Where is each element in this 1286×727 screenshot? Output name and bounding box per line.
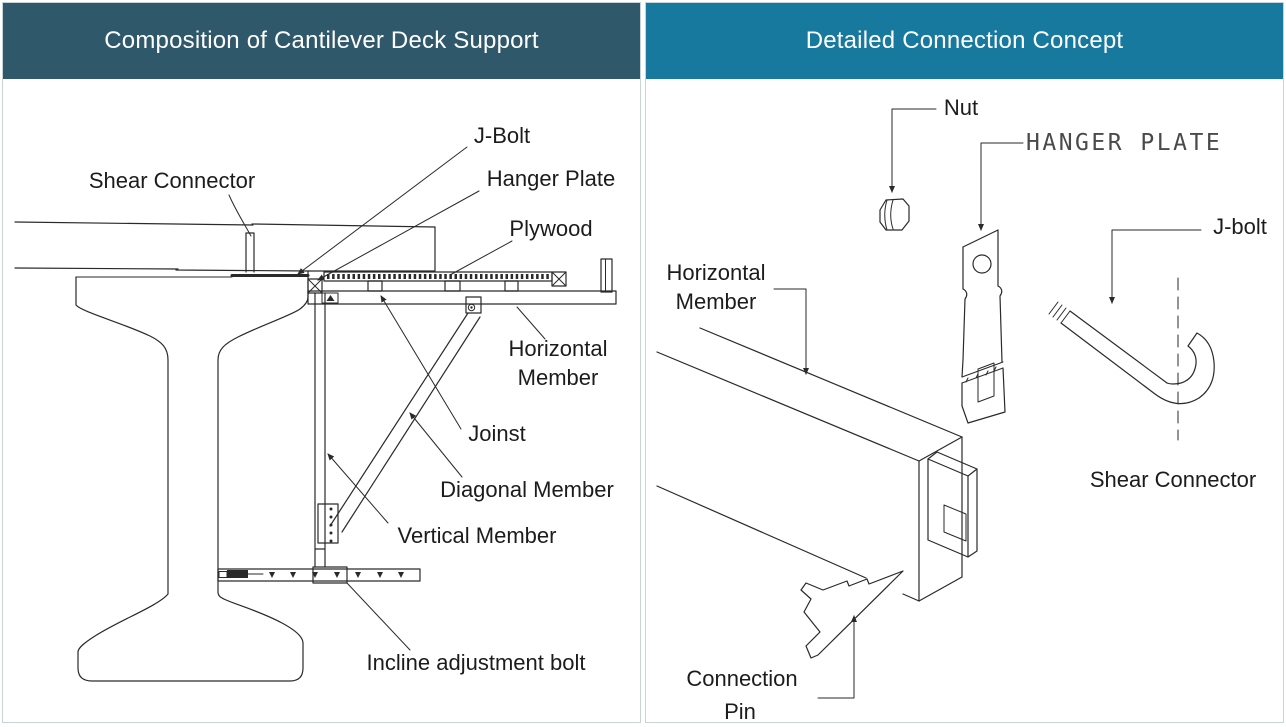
label-hanger-plate-cad: HANGER PLATE (1026, 130, 1223, 156)
left-leader-lines (229, 147, 545, 650)
plywood-strip (324, 272, 552, 281)
vertical-member-bar (315, 293, 325, 567)
cantilever-cross-section (15, 123, 616, 681)
shear-connector-stud (246, 233, 254, 272)
joist-blocks (368, 281, 518, 291)
label-connection-pin-1: Connection (686, 666, 798, 691)
gusset-plate (318, 504, 338, 543)
label-plywood: Plywood (509, 216, 593, 241)
horizontal-member-beam (657, 289, 977, 601)
label-horizontal-member-r1: Horizontal (666, 260, 766, 285)
label-shear-connector: Shear Connector (88, 168, 256, 193)
label-nut: Nut (943, 95, 979, 120)
nut-part (880, 109, 936, 230)
label-horizontal-member-2: Member (517, 365, 599, 390)
girder-section (76, 271, 308, 681)
lower-adjustment-bar (218, 567, 420, 583)
incline-adjustment-bolt (219, 570, 263, 578)
label-incline-bolt: Incline adjustment bolt (366, 650, 586, 675)
connection-concept (657, 95, 1267, 724)
j-bolt-part (1049, 230, 1214, 440)
right-panel-title: Detailed Connection Concept (805, 27, 1124, 54)
label-vertical-member: Vertical Member (397, 523, 557, 548)
hanger-plate-part (962, 143, 1023, 423)
label-horizontal-member-r2: Member (675, 289, 757, 314)
end-sleeve-box (928, 452, 977, 557)
label-j-bolt: J-Bolt (473, 123, 531, 148)
connection-pin-part (801, 571, 903, 698)
label-joist: Joinst (468, 421, 526, 446)
left-panel-title: Composition of Cantilever Deck Support (104, 27, 539, 54)
label-diagonal-member: Diagonal Member (440, 477, 614, 502)
edge-connection-box (552, 272, 566, 286)
deck-slab (15, 222, 435, 276)
edge-form-post (601, 259, 612, 292)
horizontal-member-bar (308, 291, 616, 304)
label-hanger-plate: Hanger Plate (486, 166, 616, 191)
right-labels (666, 95, 1266, 724)
label-horizontal-member-1: Horizontal (508, 336, 608, 361)
label-shear-connector-right: Shear Connector (1089, 467, 1257, 492)
label-j-bolt-right: J-bolt (1213, 214, 1267, 239)
label-connection-pin-2: Pin (724, 699, 756, 724)
